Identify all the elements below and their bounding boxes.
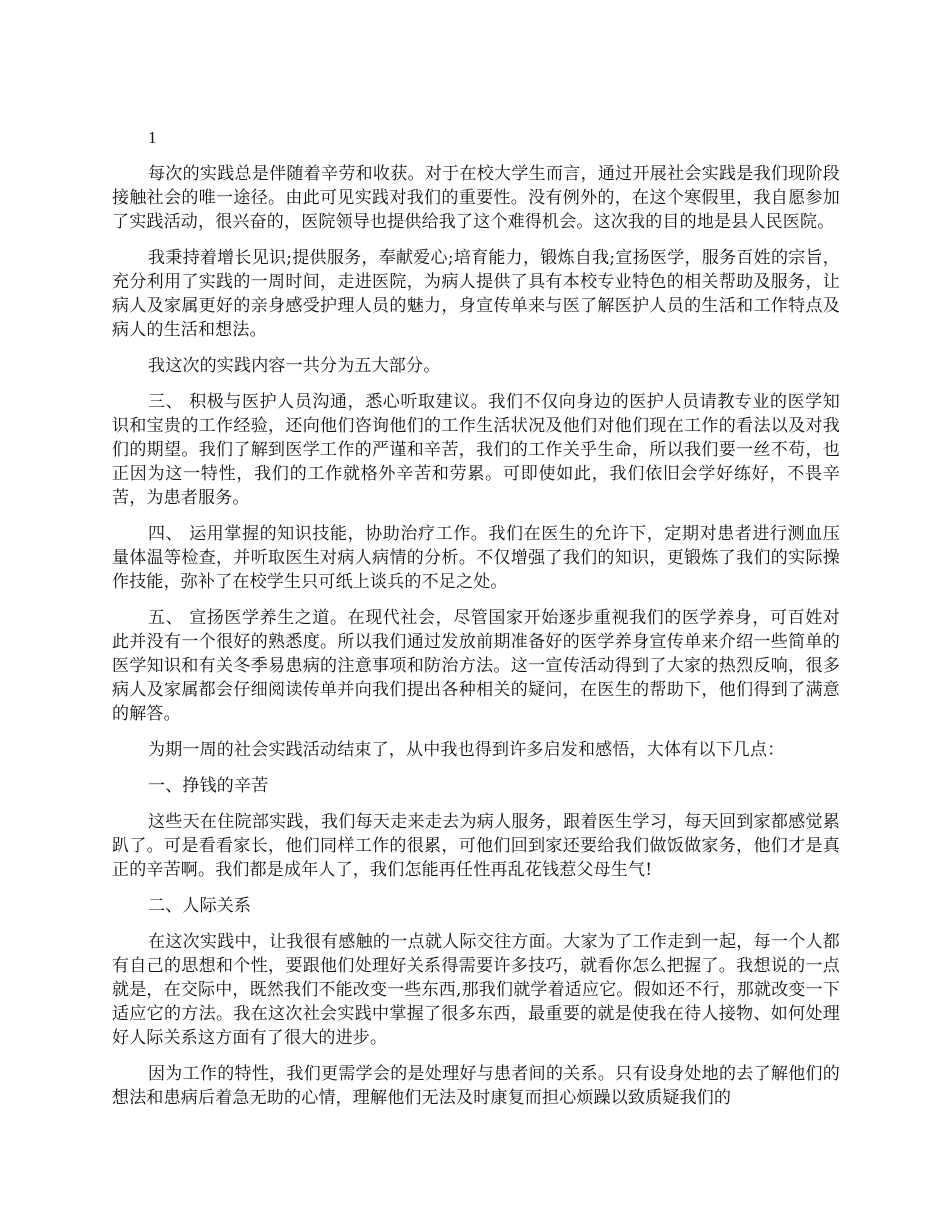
paragraph-earning: 这些天在住院部实践，我们每天走来走去为病人服务，跟着医生学习，每天回到家都感觉累趴了。可是看看家长，他们同样工作的很累，可他们回到家还要给我们做饭做家务，他们才是真正的辛苦啊。我们都是成年人了，我们怎能再任性再乱花钱惹父母生气! bbox=[112, 812, 840, 880]
paragraph-part-three: 三、 积极与医护人员沟通，悉心听取建议。我们不仅向身边的医护人员请教专业的医学知识和宝贵的工作经验，还向他们咨询他们的工作生活状况及他们对他们现在工作的看法以及对我们的期望。我们了解到医学工作的严谨和辛苦，我们的工作关乎生命，所以我们要一丝不苟，也正因为这一特性，我们的工作就格外辛苦和劳累。可即使如此，我们依旧会学好练好，不畏辛苦，为患者服务。 bbox=[112, 392, 840, 508]
document-body bbox=[112, 126, 840, 1122]
paragraph-part-five: 五、 宣扬医学养生之道。在现代社会，尽管国家开始逐步重视我们的医学养身，可百姓对此并没有一个很好的熟悉度。所以我们通过发放前期准备好的医学养身宣传单来介绍一些简单的医学知识和有关冬季易患病的注意事项和防治方法。这一宣传活动得到了大家的热烈反响，很多病人及家属都会仔细阅读传单并向我们提出各种相关的疑问，在医生的帮助下，他们得到了满意的解答。 bbox=[112, 608, 840, 724]
paragraph-summary: 为期一周的社会实践活动结束了，从中我也得到许多启发和感悟，大体有以下几点： bbox=[148, 740, 785, 760]
paragraph-intro: 每次的实践总是伴随着辛劳和收获。对于在校大学生而言，通过开展社会实践是我们现阶段接触社会的唯一途径。由此可见实践对我们的重要性。没有例外的，在这个寒假里，我自愿参加了实践活动，很兴奋的，医院领导也提供给我了这个难得机会。这次我的目的地是县人民医院。 bbox=[112, 164, 840, 232]
paragraph-part-four: 四、 运用掌握的知识技能，协助治疗工作。我们在医生的允许下，定期对患者进行测血压量体温等检查，并听取医生对病人病情的分析。不仅增强了我们的知识，更锻炼了我们的实际操作技能，弥补了在校学生只可纸上谈兵的不足之处。 bbox=[112, 524, 840, 592]
paragraph-overview: 我这次的实践内容一共分为五大部分。 bbox=[148, 356, 441, 376]
paragraph-relations: 在这次实践中，让我很有感触的一点就人际交往方面。大家为了工作走到一起，每一个人都有自己的思想和个性，要跟他们处理好关系得需要许多技巧，就看你怎么把握了。我想说的一点就是，在交际中，既然我们不能改变一些东西,那我们就学着适应它。假如还不行，那就改变一下适应它的方法。我在这次社会实践中掌握了很多东西，最重要的就是使我在待人接物、如何处理好人际关系这方面有了很大的进步。 bbox=[112, 932, 841, 1048]
page-number: 1 bbox=[148, 128, 157, 147]
paragraph-purpose: 我秉持着增长见识;提供服务，奉献爱心;培育能力，锻炼自我;宣扬医学，服务百姓的宗旨，充分利用了实践的一周时间，走进医院，为病人提供了具有本校专业特色的相关帮助及服务，让病人及家属更好的亲身感受护理人员的魅力，身宣传单来与医了解医护人员的生活和工作特点及病人的生活和想法。 bbox=[112, 248, 840, 340]
section-heading-relations: 二、人际关系 bbox=[148, 896, 252, 916]
section-heading-earning: 一、挣钱的辛苦 bbox=[148, 776, 269, 796]
paragraph-patients: 因为工作的特性，我们更需学会的是处理好与患者间的关系。只有设身处地的去了解他们的想法和患病后着急无助的心情，理解他们无法及时康复而担心烦躁以致质疑我们的 bbox=[112, 1064, 840, 1108]
